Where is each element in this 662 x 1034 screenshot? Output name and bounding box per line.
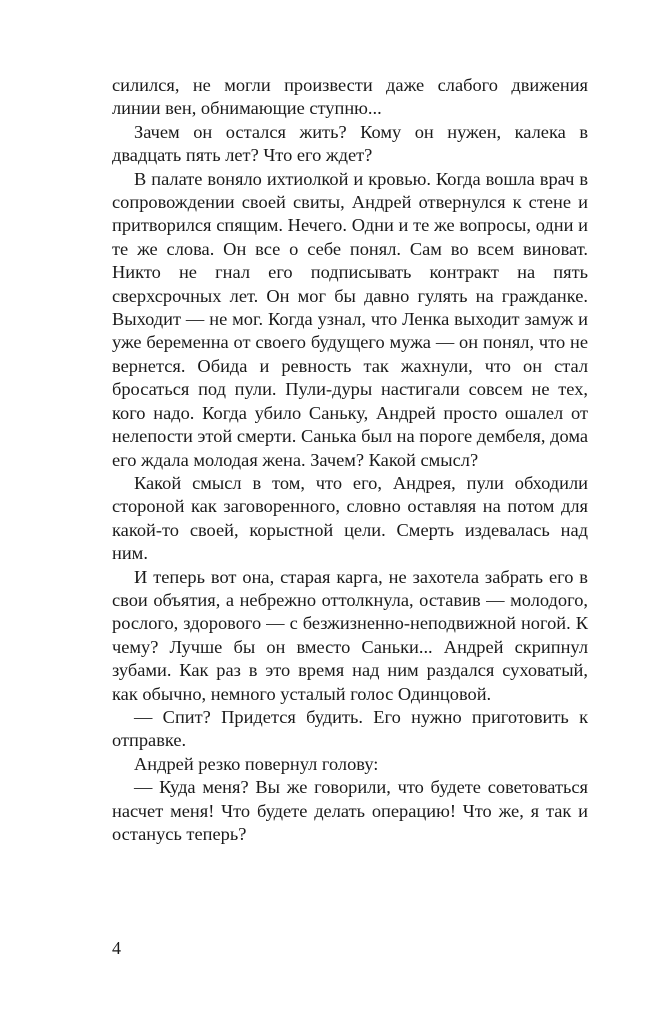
paragraph-2: Зачем он остался жить? Кому он нужен, калека в двадцать пять лет? Что его ждет? (112, 121, 588, 166)
paragraph-6: — Спит? Придется будить. Его нужно приготовить к отправке. (112, 706, 588, 751)
paragraph-4: Какой смысл в том, что его, Андрея, пули обходили стороной как заговоренного, словно оставляя на потом для какой-то своей, корыстной цели. Смерть издевалась над ним. (112, 472, 588, 564)
paragraph-5: И теперь вот она, старая карга, не захотела забрать его в свои объятия, а небрежно оттолкнула, оставив — молодого, рослого, здорового — с безжизненно-неподвижной ногой. К чему? Лучше бы он вместо Саньки... Андрей скрипнул зубами. Как раз в это время над ним раздался суховатый, как обычно, немного усталый голос Одинцовой. (112, 566, 588, 704)
page-number: 4 (112, 938, 121, 958)
paragraph-3: В палате воняло ихтиолкой и кровью. Когда вошла врач в сопровождении своей свиты, Андрей отвернулся к стене и притворился спящим. Нечего. Одни и те же вопросы, одни и те же слова. Он все о себе понял. Сам во всем виноват. Никто не гнал его подписывать контракт на пять сверхсрочных лет. Он мог бы давно гулять на гражданке. Выходит — не мог. Когда узнал, что Ленка выходит замуж и уже беременна от своего будущего мужа — он понял, что не вернется. Обида и ревность так жахнули, что он стал бросаться под пули. Пули-дуры настигали совсем не тех, кого надо. Когда убило Саньку, Андрей просто ошалел от нелепости этой смерти. Санька был на пороге дембеля, дома его ждала молодая жена. Зачем? Какой смысл? (112, 168, 588, 470)
paragraph-1: силился, не могли произвести даже слабого движения линии вен, обнимающие ступню... (112, 75, 588, 119)
paragraph-8: — Куда меня? Вы же говорили, что будете советоваться насчет меня! Что будете делать операцию! Что же, я так и останусь теперь? (112, 777, 588, 844)
page-text-block (112, 74, 588, 846)
paragraph-7: Андрей резко повернул голову: (134, 753, 379, 774)
